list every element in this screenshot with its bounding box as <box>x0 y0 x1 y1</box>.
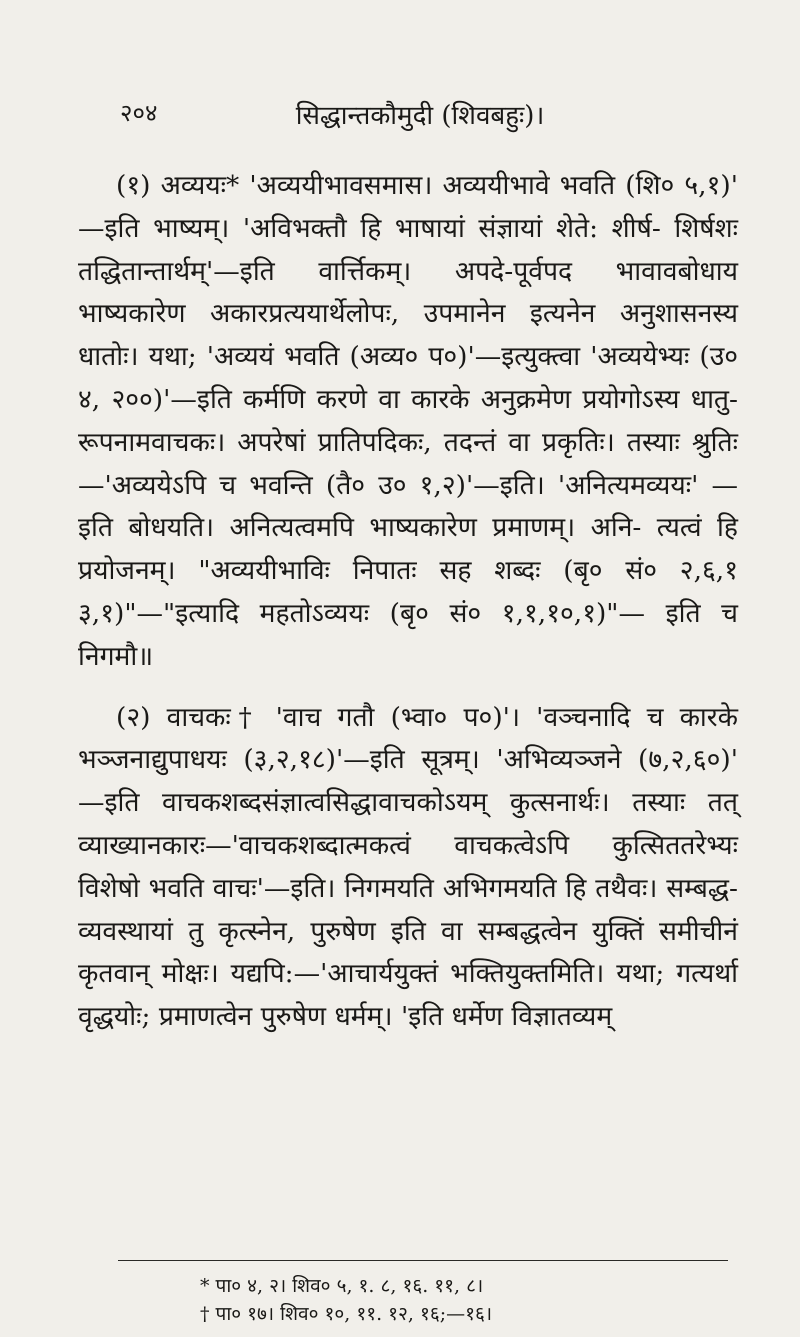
footnote-divider <box>118 1260 728 1261</box>
paragraph-2: (२) वाचकः† 'वाच गतौ (भ्वा० प०)'। 'वञ्चनादि च कारके भञ्जनाद्युपाधयः (३,२,१८)'—इति सूत्रम्। 'अभिव्यञ्जने (७,२,६०)' —इति वाचकशब्दसंज्ञात्वसिद्धावाचकोऽयम् कुत्सनार्थः। तस्याः तत् व्याख्यानकारः—'वाचकशब्दात्मकत्वं वाचकत्वेऽपि कुत्सिततरेभ्यः विशेषो भवति वाचः'—इति। निगमयति अभिगमयति हि तथैवः। सम्बद्ध- व्यवस्थायां तु कृत्स्नेन, पुरुषेण इति वा सम्बद्धत्वेन युक्तिं समीचीनं कृतवान् मोक्षः। यद्यपि:—'आचार्ययुक्तं भक्तियुक्तमिति। यथा; गत्यर्था वृद्धयोः; प्रमाणत्वेन पुरुषेण धर्मम्। 'इति धर्मेण विज्ञातव्यम् <box>78 701 738 1033</box>
footnote-2: † पा० १७। शिव० १०, ११. १२, १६;—१६। <box>200 1303 493 1325</box>
paragraph-1: (१) अव्ययः* 'अव्ययीभावसमास। अव्ययीभावे भवति (शि० ५,१)' —इति भाष्यम्। 'अविभक्तौ हि भाषायां संज्ञायां शेते: शीर्ष- शिर्षशः तद्धितान्तार्थम्'—इति वार्त्तिकम्। अपदे-पूर्वपद भावावबोधाय भाष्यकारेण अकारप्रत्ययार्थेलोपः, उपमानेन इत्यनेन अनुशासनस्य धातोः। यथा; 'अव्ययं भवति (अव्य० प०)'—इत्युक्त्वा 'अव्ययेभ्यः (उ० ४, २००)'—इति कर्मणि करणे वा कारके अनुक्रमेण प्रयोगोऽस्य धातु- रूपनामवाचकः। अपरेषां प्रातिपदिकः, तदन्तं वा प्रकृतिः। तस्याः श्रुतिः —'अव्ययेऽपि च भवन्ति (तै० उ० १,२)'—इति। 'अनित्यमव्ययः' —इति बोधयति। अनित्यत्वमपि भाष्यकारेण प्रमाणम्। अनि- त्यत्वं हि प्रयोजनम्। "अव्ययीभाविः निपातः सह शब्दः (बृ० सं० २,६,१ ३,१)"—"इत्यादि महतोऽव्ययः (बृ० सं० १,१,१०,१)"— इति च निगमौ॥ <box>78 170 738 672</box>
footnote-1: * पा० ४, २। शिव० ५, १. ८, १६. ११, ८। <box>200 1275 484 1297</box>
body-text <box>78 165 738 1039</box>
page-number: २०४ <box>120 99 158 127</box>
running-title: सिद्धान्तकौमुदी (शिवबहुः)। <box>295 101 545 131</box>
footnotes <box>200 1272 680 1328</box>
page-header <box>120 92 720 132</box>
